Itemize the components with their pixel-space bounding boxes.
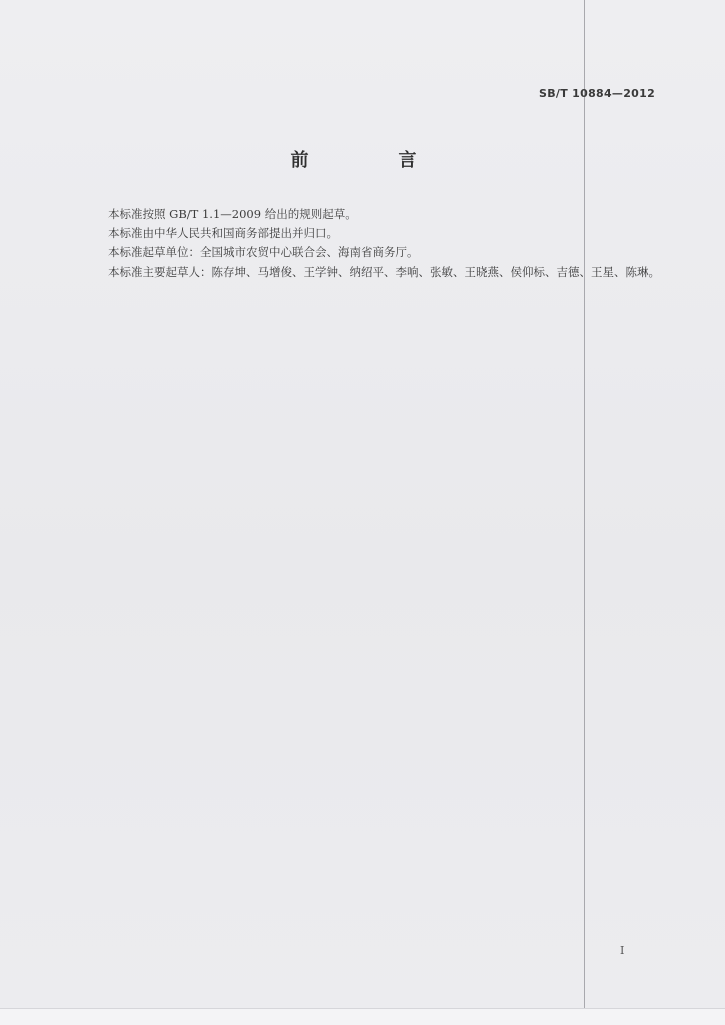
foreword-title: 前 言: [290, 150, 453, 171]
page-number: I: [620, 944, 625, 957]
foreword-paragraph-drafting-units: 本标准起草单位：全国城市农贸中心联合会、海南省商务厅。: [108, 245, 419, 259]
scan-bottom-edge: [0, 1008, 725, 1025]
foreword-paragraph-drafters: 本标准主要起草人：陈存坤、马增俊、王学钟、纳绍平、李响、张敏、王晓燕、侯仰标、吉德、王星、陈琳。: [108, 265, 660, 279]
foreword-paragraph-drafting-rules: 本标准按照 GB/T 1.1—2009 给出的规则起草。: [108, 207, 357, 221]
foreword-paragraph-proposer: 本标准由中华人民共和国商务部提出并归口。: [108, 226, 338, 240]
standard-number: SB/T 10884—2012: [539, 87, 656, 100]
